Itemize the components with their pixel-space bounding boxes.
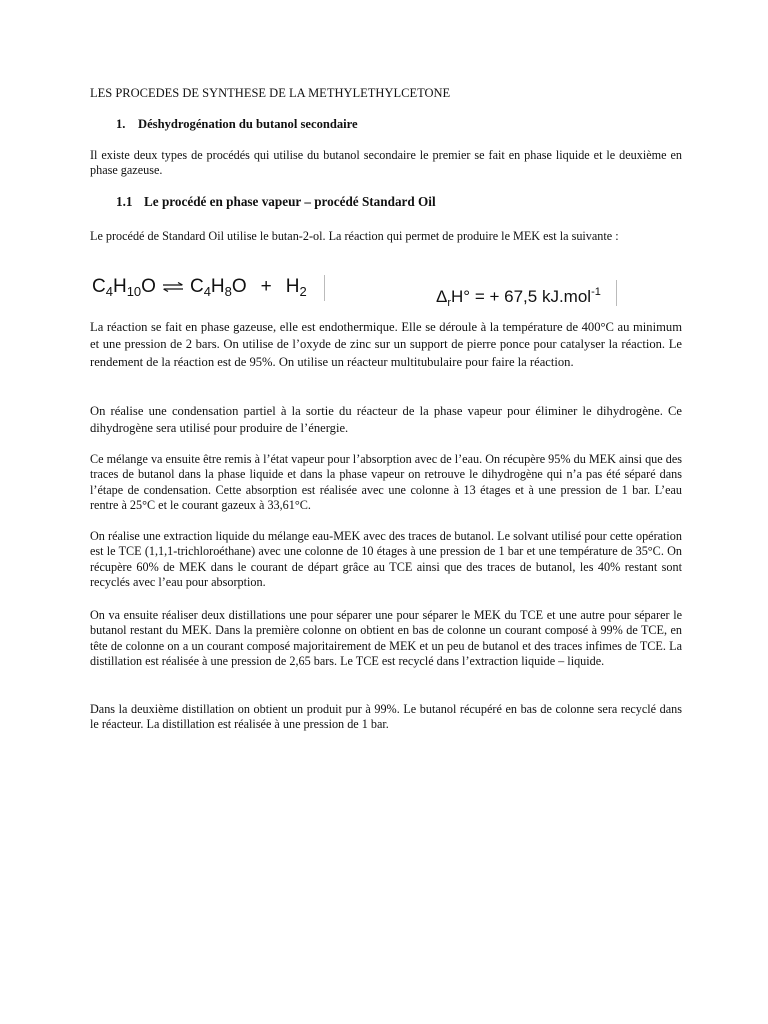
- condensation-paragraph: On réalise une condensation partiel à la sortie du réacteur de la phase vapeur pour éliminer le dihydrogène. Ce dihydrogène sera utilisé pour produire de l’énergie.: [90, 404, 682, 436]
- product-mek-formula: $C_4H_8O$: [189, 276, 247, 299]
- section-1-number: 1.: [116, 117, 126, 131]
- extraction-paragraph: On réalise une extraction liquide du mélange eau-MEK avec des traces de butanol. Le solvant utilisé pour cette opération est le TCE (1,1,1-trichloroéthane) avec une colonne de 10 étages à une pression de 1 bar et une température de 35°C. On récupère 60% de MEK dans le courant de départ grâce au TCE ainsi que des traces de butanol, les 40% restant sont recyclés avec l’eau pour absorption.: [90, 529, 682, 589]
- document-title: LES PROCEDES DE SYNTHESE DE LA METHYLETHYLCETONE: [90, 86, 451, 100]
- reaction-intro-paragraph: Le procédé de Standard Oil utilise le butan-2-ol. La réaction qui permet de produire le MEK est la suivante :: [90, 229, 619, 243]
- reaction-enthalpy: $\Delta_rH^\circ$ = + 67,5 kJ.mol$^{-1}$: [434, 280, 620, 308]
- section-1-title: Déshydrogénation du butanol secondaire: [138, 117, 358, 131]
- intro-paragraph: Il existe deux types de procédés qui utilise du butanol secondaire le premier se fait en phase liquide et le deuxième en phase gazeuse.: [90, 148, 682, 178]
- second-distillation-paragraph: Dans la deuxième distillation on obtient un produit pur à 99%. Le butanol récupéré en bas de colonne sera recyclé dans le réacteur. La distillation est réalisée à une pression de 1 bar.: [90, 702, 682, 732]
- equilibrium-arrow-icon: [162, 282, 184, 292]
- section-1-1-number: 1.1: [116, 194, 133, 209]
- section-1-1-title: Le procédé en phase vapeur – procédé Standard Oil: [144, 194, 436, 209]
- chemical-equation: [90, 275, 326, 303]
- plus-sign: +: [260, 276, 272, 297]
- product-hydrogen-formula: $H_2$: [285, 276, 307, 299]
- reaction-conditions-paragraph: La réaction se fait en phase gazeuse, elle est endothermique. Elle se déroule à la température de 400°C au minimum et une pression de 2 bars. On utilise de l’oxyde de zinc sur un support de pierre ponce pour catalyser la réaction. Le rendement de la réaction est de 95%. On utilise un réacteur multitubulaire pour faire la réaction.: [90, 320, 682, 369]
- section-1-heading: [116, 117, 708, 132]
- reactant-formula: $C_4H_{10}O$: [92, 276, 156, 299]
- section-1-1-heading: [116, 194, 708, 210]
- absorption-paragraph: Ce mélange va ensuite être remis à l’état vapeur pour l’absorption avec de l’eau. On récupère 95% du MEK ainsi que des traces de butanol dans la phase liquide et dans la phase vapeur on retrouve le dihydrogène qui n’a pas été séparé dans l’étape de condensation. Cette absorption est réalisée avec une colonne à 13 étages et à une pression de 1 bar. L’eau rentre à 25°C et le courant gazeux à 33,61°C.: [90, 452, 682, 512]
- distillation-paragraph: On va ensuite réaliser deux distillations une pour séparer une pour séparer le MEK du TCE et une autre pour séparer le butanol restant du MEK. Dans la première colonne on obtient en bas de colonne un courant composé à 99% de TCE, en tête de colonne on a un courant composé majoritairement de MEK et un peu de butanol et des traces infimes de TCE. La distillation est réalisée à une pression de 2,65 bars. Le TCE est recyclé dans l’extraction liquide – liquide.: [90, 608, 682, 668]
